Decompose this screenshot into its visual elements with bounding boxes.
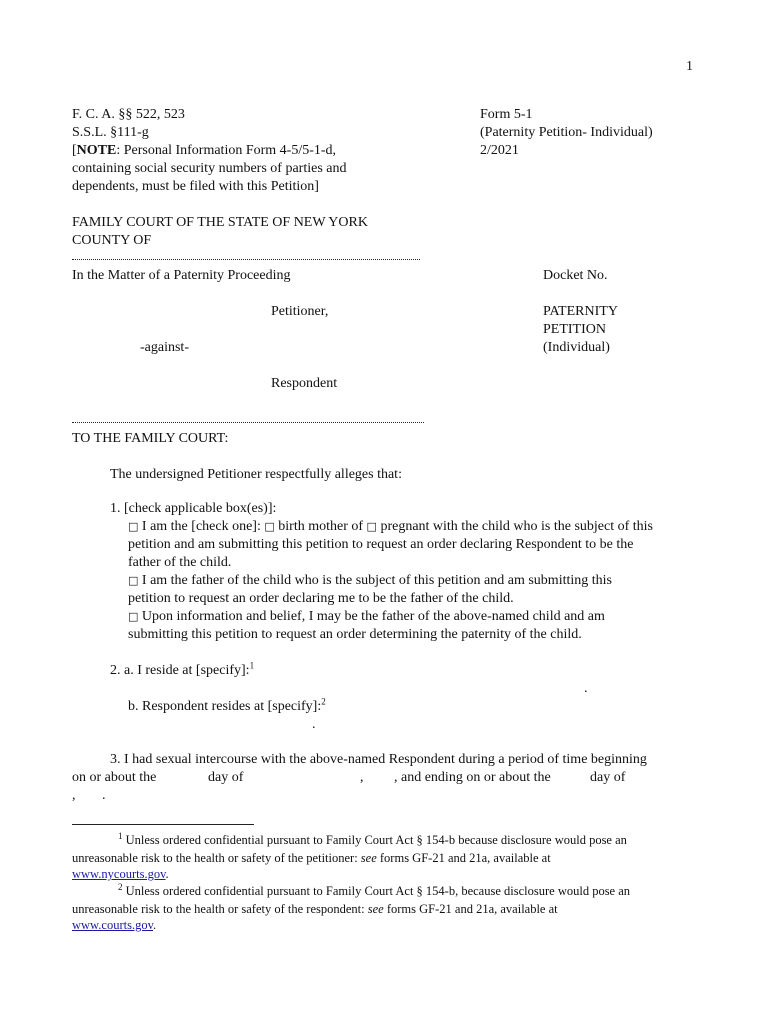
checkbox-birth-mother[interactable]: □ — [264, 520, 275, 533]
note-bracket: [ — [72, 143, 77, 158]
begin-month-label: day of — [208, 770, 244, 785]
footnote-1-end: . — [165, 867, 169, 881]
paragraph-1b-line2: petition to request an order declaring me to be the father of the child. — [128, 591, 514, 606]
end-day-label: , and ending on or about the — [394, 770, 551, 785]
check-one-label: I am the [check one]: — [141, 519, 261, 534]
footnote-2-line1 — [118, 883, 630, 899]
father-option-text: I am the father of the child who is the subject of this petition and am submitting this — [141, 573, 612, 588]
footnote-1-text: Unless ordered confidential pursuant to Family Court Act § 154-b because disclosure would pose an — [125, 833, 627, 847]
paragraph-3-line1: 3. I had sexual intercourse with the above-named Respondent during a period of time beginning — [110, 752, 647, 767]
footnote-ref-2: 2 — [321, 696, 326, 707]
footnote-2-text2: unreasonable risk to the health or safety of the respondent: — [72, 902, 368, 916]
checkbox-i-am-father[interactable]: □ — [128, 574, 139, 587]
statute-ssl: S.S.L. §111-g — [72, 125, 149, 140]
form-description: (Paternity Petition- Individual) — [480, 125, 653, 140]
form-date: 2/2021 — [480, 143, 519, 158]
paragraph-1b-line1 — [128, 572, 612, 590]
caption-divider-top — [72, 259, 420, 260]
reside-at-text: 2. a. I reside at [specify]: — [110, 663, 250, 678]
end-year-comma: , — [72, 788, 76, 803]
footnote-1-see: see — [360, 851, 377, 865]
docket-label: Docket No. — [543, 268, 608, 283]
pregnant-option: pregnant with the child who is the subject of this — [380, 519, 653, 534]
footnote-1-line1 — [118, 832, 627, 848]
paragraph-3-end: . — [102, 788, 106, 803]
footnote-2-number: 2 — [118, 881, 123, 892]
respondent-label: Respondent — [271, 376, 338, 391]
begin-year-comma: , — [360, 770, 364, 785]
note-label: NOTE — [76, 143, 117, 158]
footnote-1-number: 1 — [118, 830, 123, 841]
paragraph-1-heading: 1. [check applicable box(es)]: — [110, 501, 277, 516]
footnote-2-end: . — [153, 918, 157, 932]
note-text: : Personal Information Form 4-5/5-1-d, — [116, 143, 337, 158]
document-title-line1: PATERNITY — [543, 304, 618, 319]
footnote-2-see: see — [367, 902, 384, 916]
may-be-father-option-text: Upon information and belief, I may be the father of the above-named child and am — [141, 609, 605, 624]
footnote-1-text2: unreasonable risk to the health or safety of the petitioner: — [72, 851, 361, 865]
petitioner-label: Petitioner, — [271, 304, 329, 319]
paragraph-1a-line2: petition and am submitting this petition to request an order declaring Respondent to be the — [128, 537, 634, 552]
filing-note — [72, 142, 336, 160]
county-label: COUNTY OF — [72, 233, 152, 248]
form-number: Form 5-1 — [480, 107, 533, 122]
paragraph-1a-line3: father of the child. — [128, 555, 232, 570]
paragraph-1c-line2: submitting this petition to request an order determining the paternity of the child. — [128, 627, 582, 642]
end-month-label: day of — [590, 770, 626, 785]
footnote-2-text3: forms GF-21 and 21a, available at — [383, 902, 558, 916]
footnote-separator — [72, 824, 254, 825]
matter-title: In the Matter of a Paternity Proceeding — [72, 268, 291, 283]
checkbox-mother-father-declaration[interactable]: □ — [128, 520, 139, 533]
intro-statement: The undersigned Petitioner respectfully alleges that: — [110, 467, 402, 482]
statute-fca: F. C. A. §§ 522, 523 — [72, 107, 185, 122]
petitioner-residence-end: . — [584, 681, 588, 696]
respondent-residence-end: . — [312, 717, 316, 732]
footnote-1-text3: forms GF-21 and 21a, available at — [376, 851, 551, 865]
footnote-1-line3 — [72, 866, 169, 882]
footnote-2-line3 — [72, 917, 156, 933]
footnote-ref-1: 1 — [249, 660, 255, 671]
filing-note-line2: containing social security numbers of parties and — [72, 161, 347, 176]
respondent-residence-label — [128, 698, 326, 716]
court-name: FAMILY COURT OF THE STATE OF NEW YORK — [72, 215, 368, 230]
petitioner-residence-label — [110, 662, 254, 680]
footnote-1-line2 — [72, 850, 551, 866]
nycourts-link[interactable]: www.nycourts.gov — [72, 867, 166, 881]
begin-day-label: on or about the — [72, 770, 157, 785]
checkbox-pregnant[interactable]: □ — [366, 520, 377, 533]
checkbox-may-be-father[interactable]: □ — [128, 610, 139, 623]
caption-divider-bottom — [72, 422, 424, 423]
footnote-2-line2 — [72, 901, 558, 917]
document-title-line3: (Individual) — [543, 340, 610, 355]
filing-note-line3: dependents, must be filed with this Petition] — [72, 179, 319, 194]
to-court-heading: TO THE FAMILY COURT: — [72, 431, 229, 446]
page-number: 1 — [686, 59, 693, 74]
against-label: -against- — [140, 340, 189, 355]
birth-mother-option: birth mother of — [278, 519, 364, 534]
footnote-2-text: Unless ordered confidential pursuant to Family Court Act § 154-b, because disclosure would pose an — [125, 884, 631, 898]
paragraph-1c-line1 — [128, 608, 605, 626]
respondent-resides-text: b. Respondent resides at [specify]: — [128, 699, 322, 714]
document-title-line2: PETITION — [543, 322, 606, 337]
paragraph-1a-line1 — [128, 518, 653, 536]
courts-link[interactable]: www.courts.gov — [72, 918, 154, 932]
